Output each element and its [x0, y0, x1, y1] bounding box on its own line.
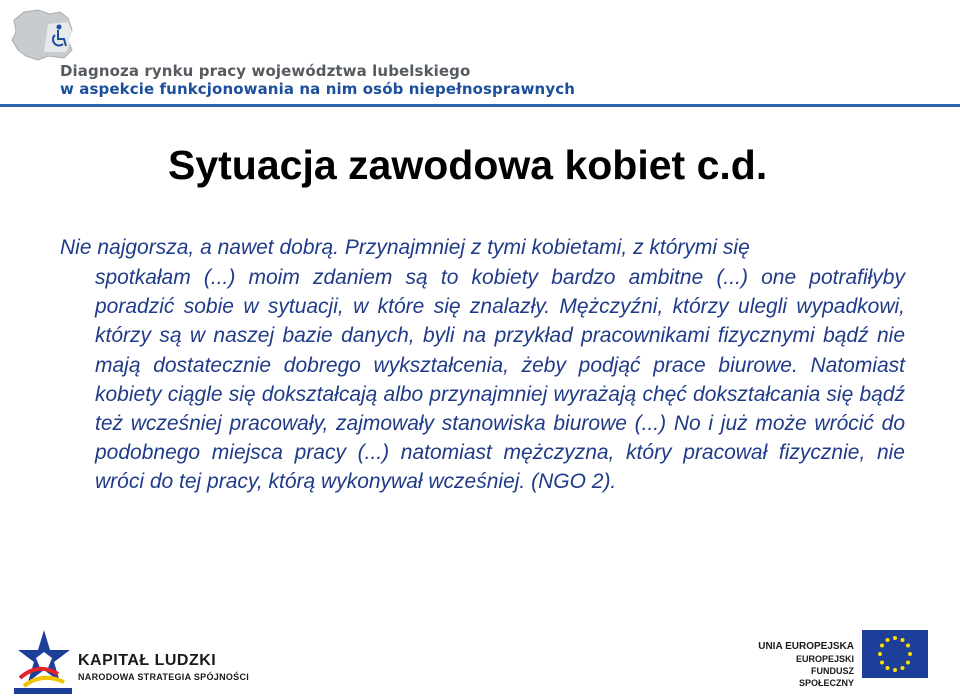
eu-line-1: UNIA EUROPEJSKA [758, 641, 854, 652]
quote-first-line: Nie najgorsza, a nawet dobrą. Przynajmniej z tymi kobietami, z którymi się [60, 236, 750, 259]
poland-map-wheelchair-logo [8, 6, 78, 62]
slide-title: Sytuacja zawodowa kobiet c.d. [168, 142, 768, 188]
slide-header [0, 0, 960, 112]
eu-flag-icon [862, 630, 928, 678]
kapital-ludzki-subtitle: NARODOWA STRATEGIA SPÓJNOŚCI [78, 672, 250, 682]
header-title: Diagnoza rynku pracy województwa lubelskiego [60, 62, 471, 80]
eu-line-3: FUNDUSZ SPOŁECZNY [798, 666, 854, 688]
quote-body-text: spotkałam (...) moim zdaniem są to kobiety bardzo ambitne (...) one potrafiłyby poradzić sobie w sytuacji, w które się znalazły. Mężczyźni, którzy ulegli wypadkowi, którzy są w naszej bazie danych, byli na przykład pracownikami fizycznymi bądź nie mają dostatecznie dobrego wykształcenia, żeby podjąć prace biurowe. Natomiast kobiety ciągle się dokształcają albo przynajmniej wyrażają chęć dokształcania się bądź też wcześniej pracowały, zajmowały stanowiska biurowe (...) No i już może wrócić do podobnego miejsca pracy (...) natomiast mężczyzna, który pracował fizycznie, nie wróci do tej pracy, którą wykonywał wcześniej. (NGO 2). [95, 266, 905, 494]
kapital-ludzki-name: KAPITAŁ LUDZKI [78, 652, 217, 669]
kapital-ludzki-star-logo [14, 628, 74, 694]
header-subtitle: w aspekcie funkcjonowania na nim osób niepełnosprawnych [60, 80, 575, 98]
eu-line-2: EUROPEJSKI [795, 654, 854, 664]
header-divider [0, 104, 960, 107]
quote-body [95, 263, 905, 497]
eu-fund-label [756, 640, 854, 689]
